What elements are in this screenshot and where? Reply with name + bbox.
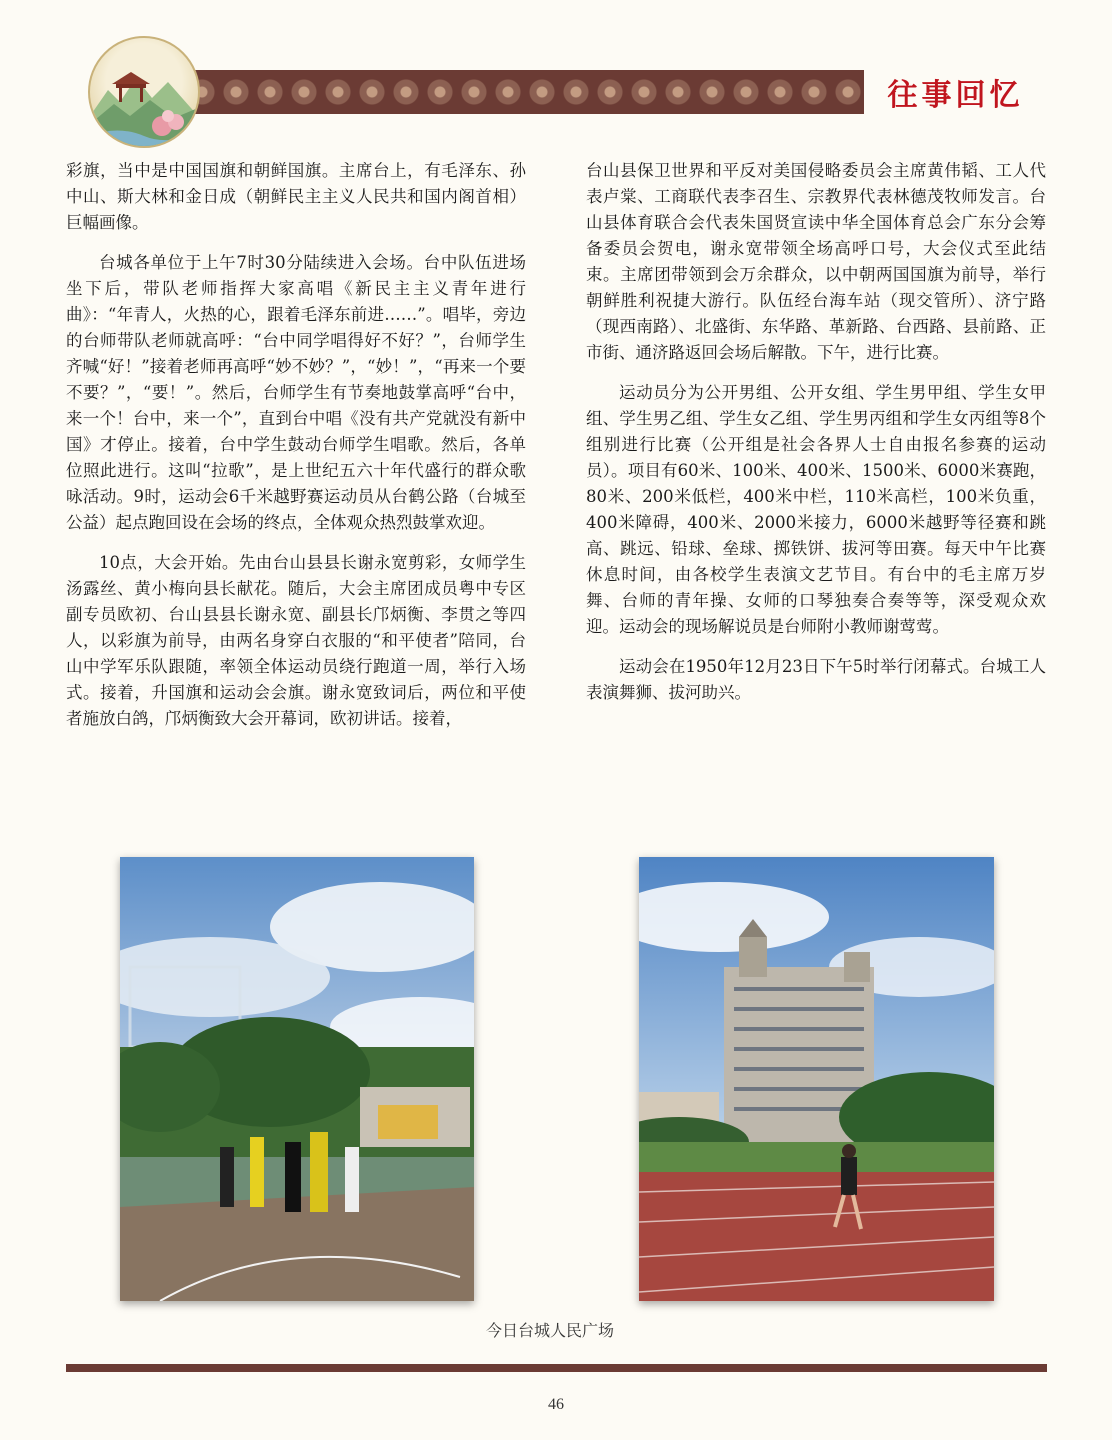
paragraph: 运动会在1950年12月23日下午5时举行闭幕式。台城工人表演舞狮、拔河助兴。 bbox=[586, 657, 1046, 702]
paragraph: 运动员分为公开男组、公开女组、学生男甲组、学生女甲组、学生男乙组、学生女乙组、学生男丙组和学生女丙组等8个组别进行比赛（公开组是社会各界人士自由报名参赛的运动员）。项目有60米、100米、400米、1500米、6000米赛跑，80米、200米低栏，400米中栏，110米高栏，100米负重，400米障碍，400米、2000米接力，6000米越野等径赛和跳高、跳远、铅球、垒球、掷铁饼、拔河等田赛。每天中午比赛休息时间，由各校学生表演文艺节目。有台中的毛主席万岁舞、台师的青年操、女师的口琴独奏合奏等等，深受观众欢迎。运动会的现场解说员是台师附小教师谢莺莺。 bbox=[586, 383, 1046, 636]
paragraph: 10点，大会开始。先由台山县县长谢永宽剪彩，女师学生汤露丝、黄小梅向县长献花。随后，大会主席团成员粤中专区副专员欧初、台山县县长谢永宽、副县长邝炳衡、李贯之等四人，以彩旗为前导，由两名身穿白衣服的“和平使者”陪同，台山中学军乐队跟随，率领全体运动员绕行跑道一周，举行入场式。接着，升国旗和运动会会旗。谢永宽致词后，两位和平使者施放白鸽，邝炳衡致大会开幕词，欧初讲话。接着， bbox=[66, 553, 526, 728]
section-title: 往事回忆 bbox=[887, 78, 1024, 113]
paragraph: 彩旗，当中是中国国旗和朝鲜国旗。主席台上，有毛泽东、孙中山、斯大林和金日成（朝鲜民主主义人民共和国内阁首相）巨幅画像。 bbox=[66, 161, 526, 232]
pavilion-icon bbox=[90, 38, 198, 146]
photo-caption: 今日台城人民广场 bbox=[485, 1321, 614, 1340]
header-title-box bbox=[864, 70, 1047, 114]
paragraph: 台城各单位于上午7时30分陆续进入会场。台中队伍进场坐下后，带队老师指挥大家高唱《新民主主义青年进行曲》：“年青人，火热的心，跟着毛泽东前进……”。唱毕，旁边的台师带队老师就高呼：“台中同学唱得好不好？”，台师学生齐喊“好！”接着老师再高呼“妙不妙？”，“妙！”，“再来一个要不要？”，“要！”。然后，台师学生有节奏地鼓掌高呼“台中，来一个！台中，来一个”，直到台中唱《没有共产党就没有新中国》才停止。接着，台中学生鼓动台师学生唱歌。然后，各单位照此进行。这叫“拉歌”，是上世纪五六十年代盛行的群众歌咏活动。9时，运动会6千米越野赛运动员从台鹤公路（台城至公益）起点跑回设在会场的终点，全体观众热烈鼓掌欢迎。 bbox=[66, 253, 526, 532]
text-column-right bbox=[586, 158, 1046, 720]
text-column-left bbox=[66, 158, 526, 746]
page-number: 46 bbox=[548, 1396, 564, 1413]
photo-basketball-court bbox=[120, 857, 474, 1301]
footer-rule bbox=[66, 1364, 1047, 1372]
header-medallion-logo bbox=[88, 36, 200, 148]
paragraph: 台山县保卫世界和平反对美国侵略委员会主席黄伟韬、工人代表卢棠、工商联代表李召生、宗教界代表林德茂牧师发言。台山县体育联合会代表朱国贤宣读中华全国体育总会广东分会筹备委员会贺电，谢永宽带领全场高呼口号，大会仪式至此结束。主席团带领到会万余群众，以中朝两国国旗为前导，举行朝鲜胜利祝捷大游行。队伍经台海车站（现交管所）、济宁路（现西南路）、北盛街、东华路、革新路、台西路、县前路、正市街、通济路返回会场后解散。下午，进行比赛。 bbox=[586, 161, 1046, 362]
photo-running-track bbox=[639, 857, 994, 1301]
